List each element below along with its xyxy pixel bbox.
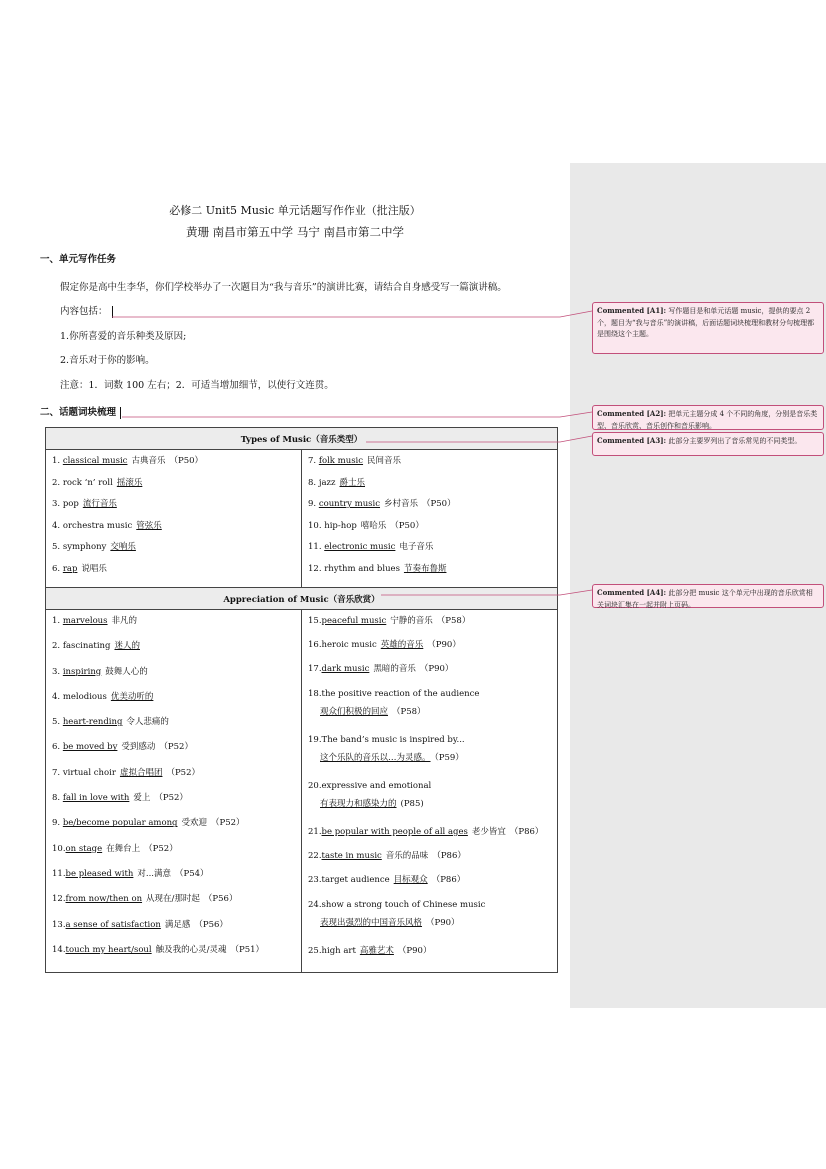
appreciation-header [46, 588, 558, 610]
list-item: 3. pop 流行音乐 [52, 499, 117, 509]
list-item: 2. rock ‘n’ roll 摇滚乐 [52, 477, 143, 488]
list-item: 25.high art 高雅艺术 （P90） [308, 946, 432, 956]
list-item: 5. heart-rending 令人悲痛的 [52, 717, 169, 728]
list-item: 12.from now/then on 从现在/那时起 （P56） [52, 894, 238, 905]
list-item: 14.touch my heart/soul 触及我的心灵/灵魂 （P51） [52, 944, 265, 955]
list-item: 8. fall in love with 爱上 （P52） [52, 793, 188, 804]
types-header-en: Types of Music [240, 435, 312, 445]
list-item: 9. be/become popular among 受欢迎 （P52） [52, 818, 245, 829]
appreciation-left-col [46, 610, 302, 973]
list-item: 12. rhythm and blues 节奏布鲁斯 [308, 563, 447, 574]
list-item: 9. country music 乡村音乐 （P50） [308, 499, 456, 509]
list-item: 8. jazz 爵士乐 [308, 477, 366, 488]
task-item-2: 2.音乐对于你的影响。 [60, 355, 155, 366]
list-item: 11.be pleased with 对...满意 （P54） [52, 868, 209, 879]
types-header-row [46, 428, 558, 450]
list-item: 6. be moved by 受到感动 （P52） [52, 742, 193, 753]
list-item: 20.expressive and emotional 有表现力和感染力的 (P85) [308, 781, 432, 809]
list-item: 2. fascinating 迷人的 [52, 641, 140, 652]
list-item: 1. classical music 古典音乐 （P50） [52, 456, 204, 466]
list-item: 5. symphony 交响乐 [52, 542, 136, 552]
appreciation-header-zh: （音乐欣赏） [328, 595, 380, 605]
appreciation-body-row [46, 610, 558, 973]
list-item: 10. hip-hop 嘻哈乐 （P50） [308, 520, 424, 531]
content-label: 内容包括： [60, 306, 108, 317]
list-item: 24.show a strong touch of Chinese music 表现出强烈的中国音乐风格 （P90） [308, 900, 486, 928]
comment-a4[interactable]: Commented [A4]: 此部分把 music 这个单元中出现的音乐欣赏相关词块汇集在一起并附上页码。 [592, 584, 824, 608]
comment-a2[interactable]: Commented [A2]: 把单元主题分成 4 个不同的角度，分别是音乐类型、音乐欣赏、音乐创作和音乐影响。 [592, 405, 824, 430]
list-item: 13.a sense of satisfaction 满足感 （P56） [52, 919, 228, 930]
vocab-table [45, 427, 558, 973]
document-title: 必修二 Unit5 Music 单元话题写作作业（批注版） [169, 204, 421, 217]
text-cursor [112, 306, 113, 318]
content-label-line [60, 303, 113, 318]
list-item: 19.The band’s music is inspired by... 这个乐队的音乐以…为灵感。 （P59） [308, 735, 465, 763]
document-authors: 黄珊 南昌市第五中学 马宁 南昌市第二中学 [186, 225, 404, 239]
list-item: 10.on stage 在舞台上 （P52） [52, 843, 178, 854]
list-item: 7. virtual choir 虚拟合唱团 （P52） [52, 767, 200, 778]
list-item: 6. rap 说唱乐 [52, 563, 107, 574]
list-item: 16.heroic music 英雄的音乐 （P90） [308, 640, 461, 650]
comment-a3[interactable]: Commented [A3]: 此部分主要罗列出了音乐常见的不同类型。 [592, 432, 824, 456]
appreciation-header-en: Appreciation of Music [223, 595, 329, 605]
list-item: 23.target audience 目标观众 （P86） [308, 875, 466, 885]
task-note: 注意：1．词数 100 左右；2．可适当增加细节，以使行文连贯。 [60, 380, 334, 391]
comment-a1[interactable]: Commented [A1]: 写作题目是和单元话题 music，提供的要点 2 个，题目为“我与音乐”的演讲稿，后面话题词块梳理和教材分句梳理都是围绕这个主题。 [592, 302, 824, 354]
list-item: 17.dark music 黑暗的音乐 （P90） [308, 664, 454, 674]
types-right-col [302, 450, 558, 588]
list-item: 3. inspiring 鼓舞人心的 [52, 666, 148, 677]
appreciation-header-row [46, 588, 558, 610]
types-body-row [46, 450, 558, 588]
section2-heading [40, 404, 121, 419]
list-item: 15.peaceful music 宁静的音乐 （P58） [308, 616, 471, 626]
section1-heading: 一、单元写作任务 [40, 254, 117, 265]
appreciation-right-col [302, 610, 558, 973]
section2-heading-text: 二、话题词块梳理 [40, 407, 117, 418]
text-cursor [120, 407, 121, 419]
list-item: 7. folk music 民间音乐 [308, 456, 402, 466]
list-item: 4. orchestra music 管弦乐 [52, 520, 162, 531]
list-item: 1. marvelous 非凡的 [52, 616, 138, 626]
types-left-col [46, 450, 302, 588]
list-item: 21.be popular with people of all ages 老少皆宜 （P86） [308, 827, 544, 837]
types-header [46, 428, 558, 450]
list-item: 18.the positive reaction of the audience 观众们积极的回应 （P58） [308, 689, 480, 717]
types-header-zh: （音乐类型） [311, 435, 363, 445]
task-intro: 假定你是高中生李华，你们学校举办了一次题目为“我与音乐”的演讲比赛，请结合自身感受写一篇演讲稿。 [60, 282, 507, 293]
list-item: 4. melodious 优美动听的 [52, 691, 154, 702]
list-item: 22.taste in music 音乐的品味 （P86） [308, 851, 466, 861]
task-item-1: 1.你所喜爱的音乐种类及原因; [60, 331, 187, 342]
list-item: 11. electronic music 电子音乐 [308, 542, 434, 552]
